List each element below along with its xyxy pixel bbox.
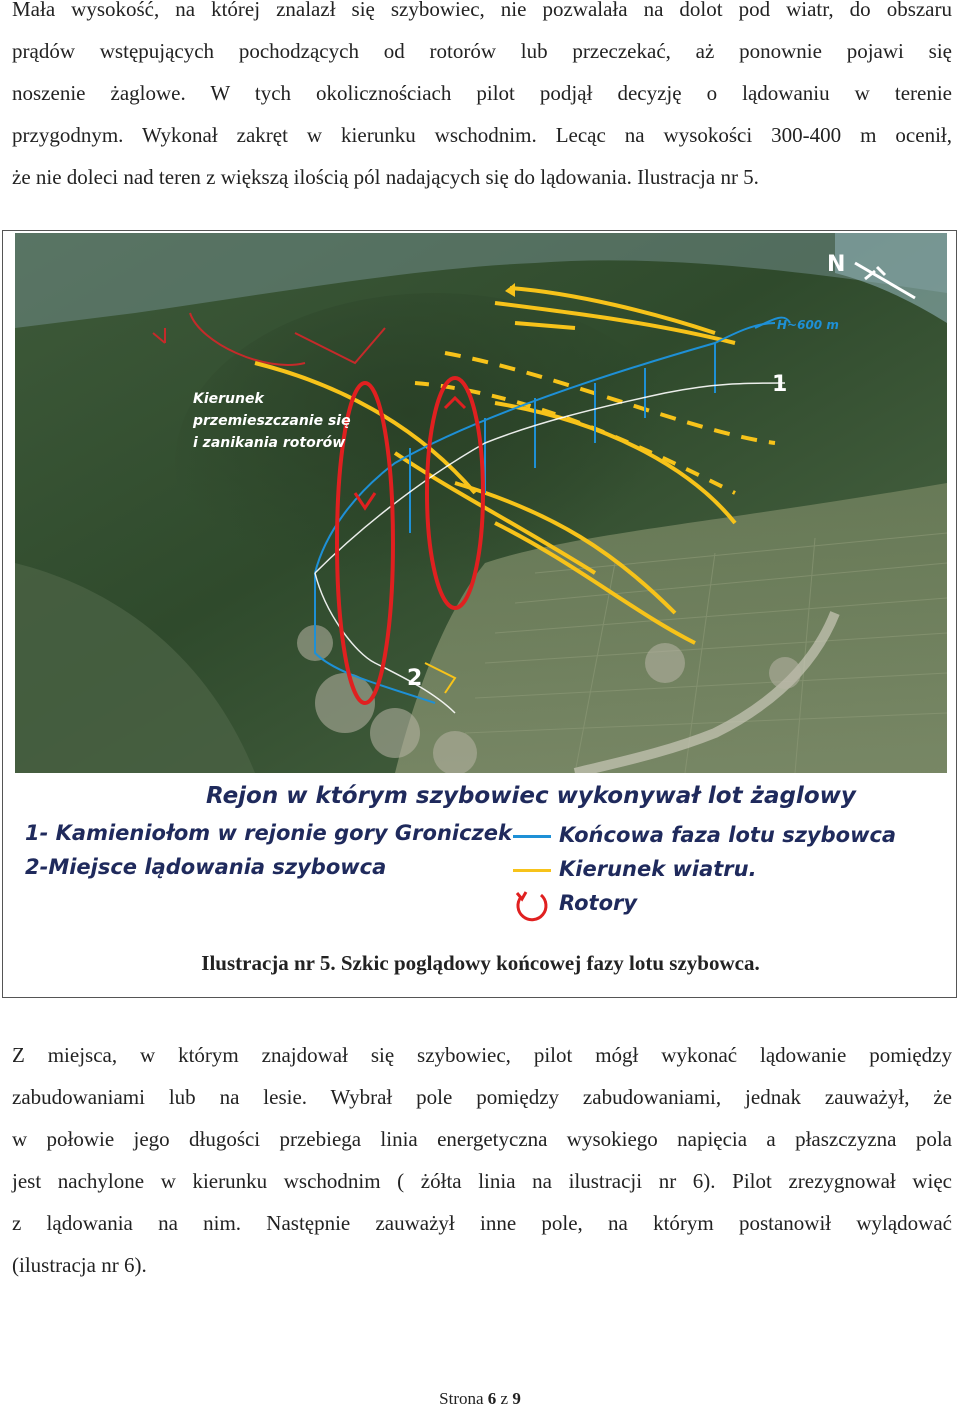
legend-yellow-label: Kierunek wiatru.	[559, 857, 757, 881]
aerial-map	[15, 233, 947, 773]
page-footer	[0, 1389, 960, 1409]
rotor-note-line2: przemieszczanie się	[193, 413, 351, 429]
footer-total-pages: 9	[512, 1389, 521, 1408]
aerial-map-graphic	[15, 233, 947, 773]
figure-5	[2, 230, 957, 998]
point-2-label: 2	[407, 666, 423, 691]
footer-page-number: 6	[487, 1389, 497, 1408]
height-label: H~600 m	[777, 318, 839, 332]
blue-line-swatch	[513, 835, 551, 838]
legend-blue-label: Końcowa faza lotu szybowca	[559, 823, 897, 847]
legend-red-label: Rotory	[559, 891, 638, 915]
rotor-circle-icon	[513, 889, 553, 923]
rotor-note-line1: Kierunek	[193, 391, 264, 407]
map-legend	[3, 775, 956, 925]
legend-item-1: 1- Kamieniołom w rejonie gory Groniczek	[25, 821, 512, 845]
north-label: N	[827, 252, 846, 277]
footer-separator: z	[500, 1389, 509, 1408]
figure-caption: Ilustracja nr 5. Szkic poglądowy końcowej fazy lotu szybowca.	[201, 951, 760, 975]
yellow-line-swatch	[513, 869, 551, 872]
intro-paragraph: Mała wysokość, na której znalazł się szybowiec, nie pozwalała na dolot pod wiatr, do obszaru prądów wstępujących pochodzących od rotorów lub przeczekać, aż ponownie pojawi się noszenie żaglowe. W tych okolicznościach pilot podjął decyzję o lądowaniu w terenie przygodnym. Wykonał zakręt w kierunku wschodnim. Lecąc na wysokości 300-400 m ocenił, że nie doleci nad teren z większą ilością pól nadających się do lądowania. Ilustracja nr 5.	[12, 0, 952, 189]
point-1-label: 1	[772, 372, 788, 397]
legend-title: Rejon w którym szybowiec wykonywał lot żaglowy	[206, 783, 856, 809]
body-paragraph: Z miejsca, w którym znajdował się szybowiec, pilot mógł wykonać lądowanie pomiędzy zabudowaniami lub na lesie. Wybrał pole pomiędzy zabudowaniami, jednak zauważył, że w połowie jego długości przebiega linia energetyczna wysokiego napięcia a płaszczyzna pola jest nachylone w kierunku wschodnim ( żółta linia na ilustracji nr 6). Pilot zrezygnował więc z lądowania na nim. Następnie zauważył inne pole, na którym postanowił wylądować (ilustracja nr 6).	[12, 1043, 952, 1277]
footer-prefix: Strona	[439, 1389, 484, 1408]
legend-item-2: 2-Miejsce lądowania szybowca	[25, 855, 387, 879]
rotor-note-line3: i zanikania rotorów	[193, 435, 346, 451]
